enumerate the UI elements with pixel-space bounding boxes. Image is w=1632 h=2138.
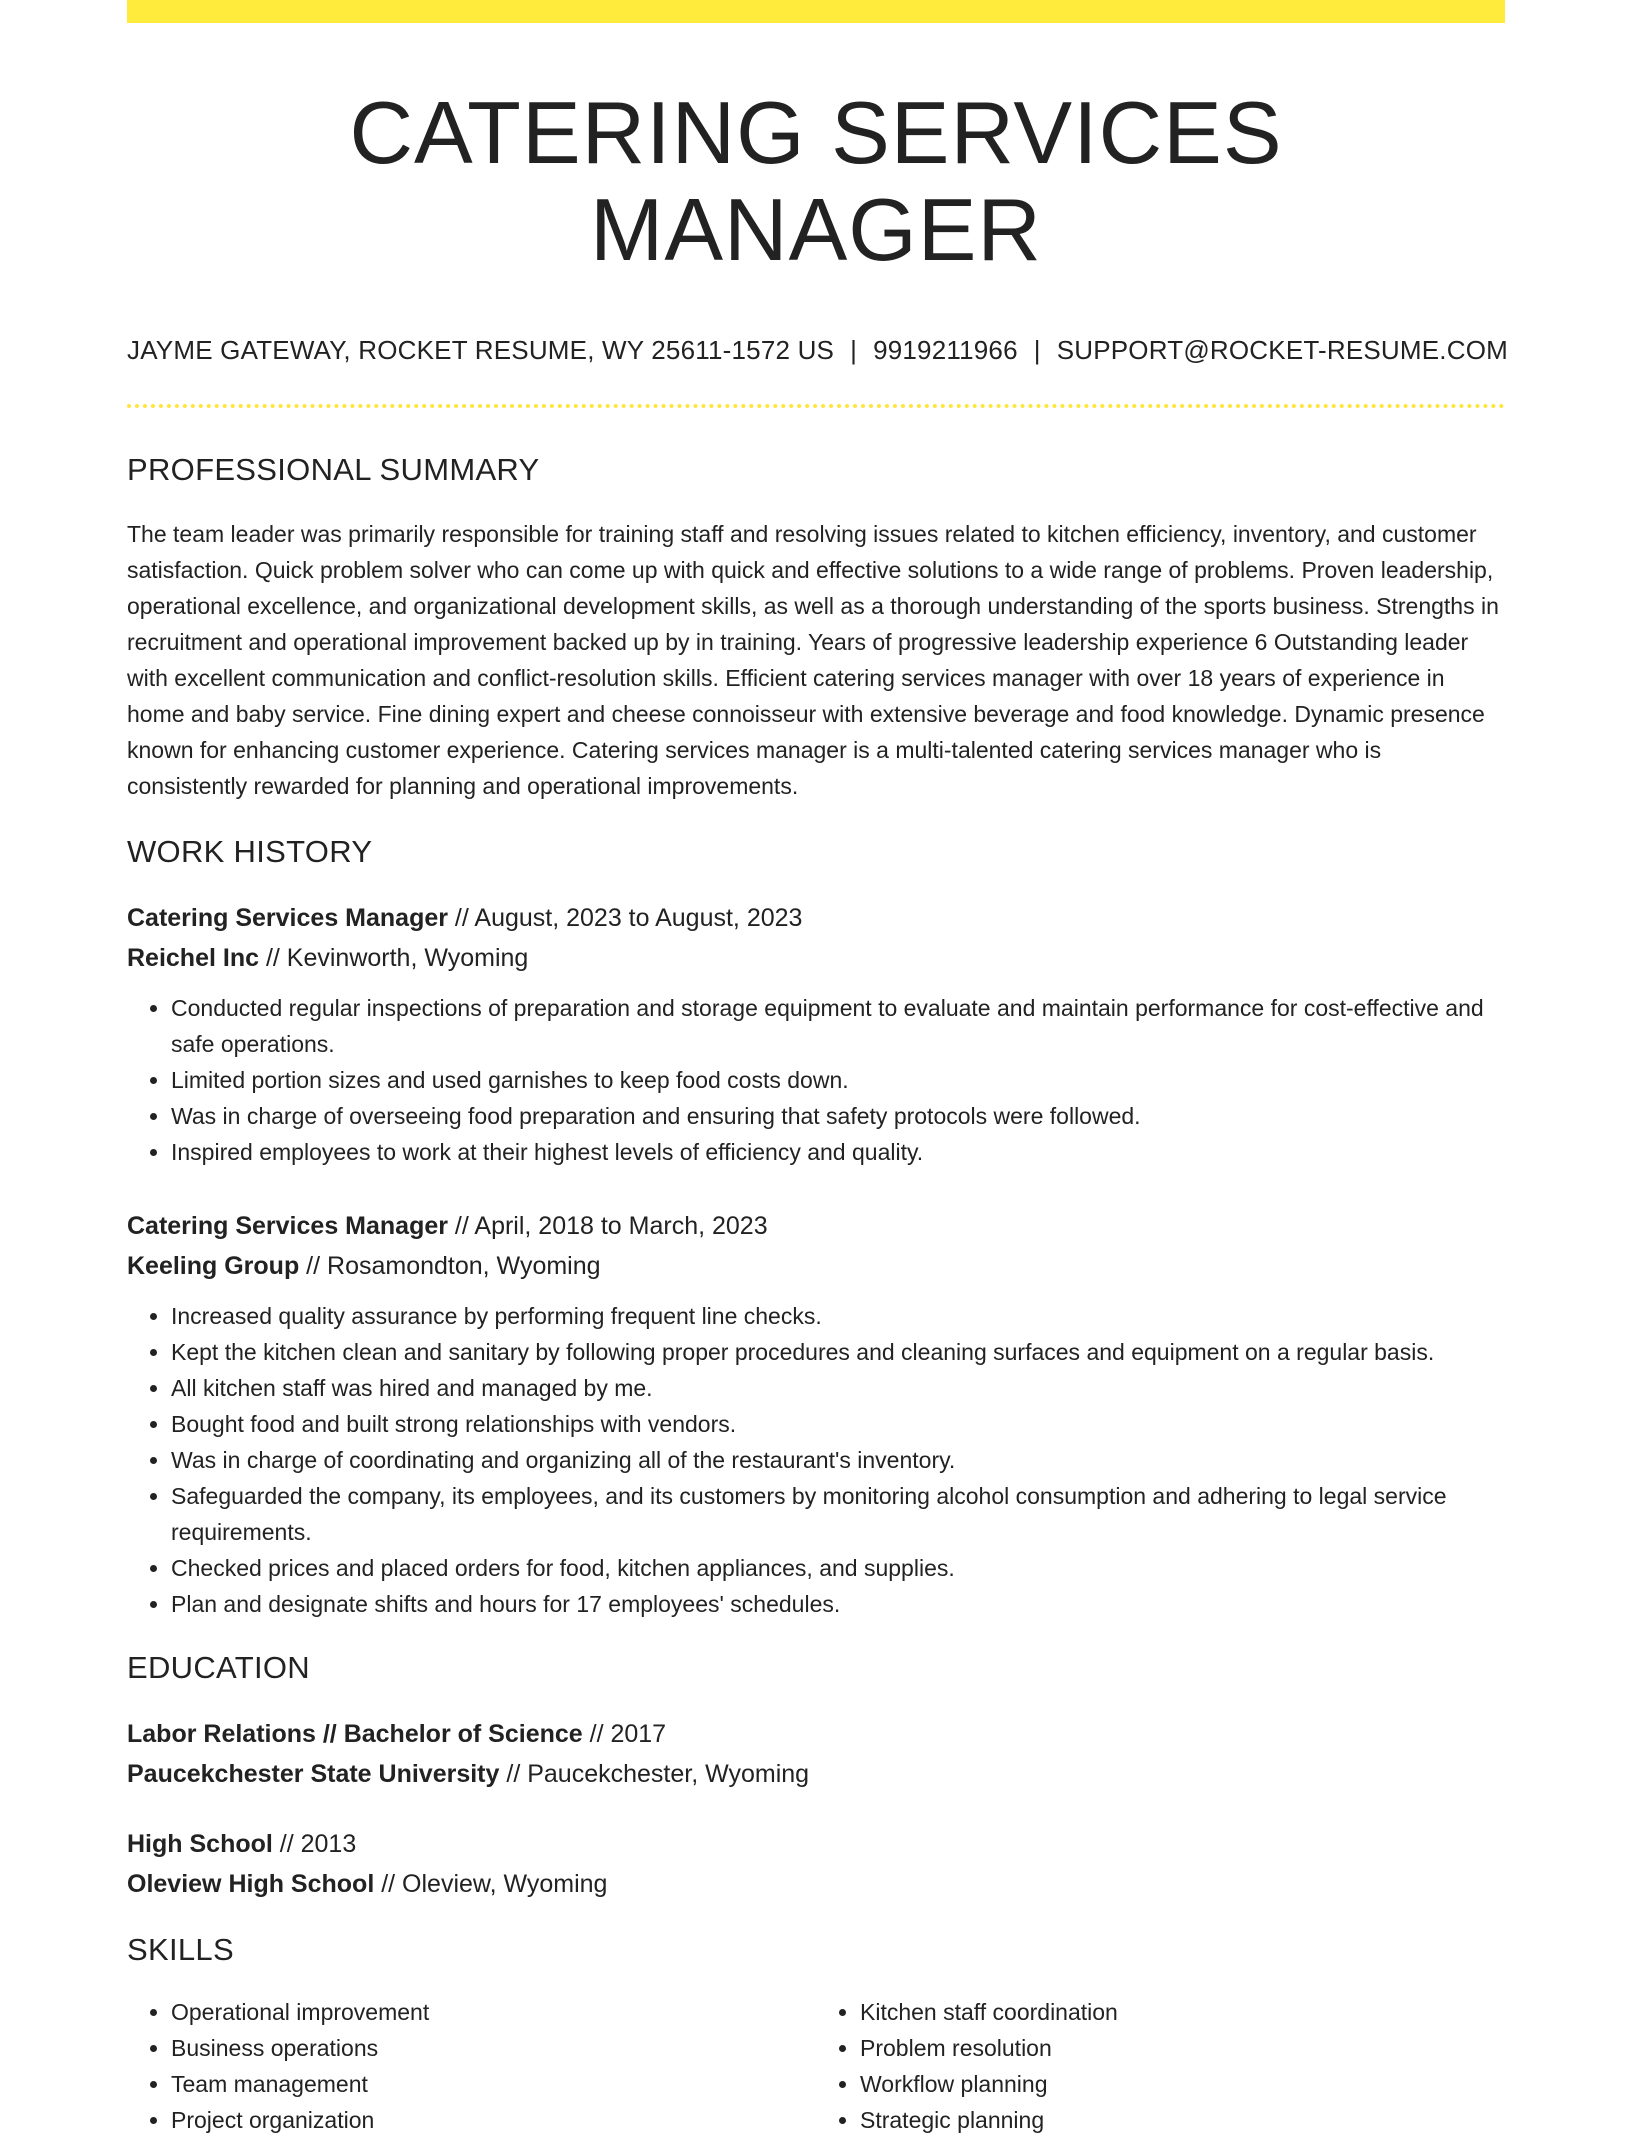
job-bullet: • Conducted regular inspections of preparation and storage equipment to evaluate and maintain performance for cost-effective and safe operations. bbox=[171, 990, 1505, 1062]
resume-title: CATERING SERVICES MANAGER bbox=[349, 83, 1283, 279]
job-company-line bbox=[127, 938, 1505, 978]
skills-grid bbox=[127, 1994, 1505, 2138]
job-bullet: • Bought food and built strong relationships with vendors. bbox=[171, 1406, 1505, 1442]
summary-section bbox=[127, 452, 1505, 804]
education-location: // Paucekchester, Wyoming bbox=[499, 1759, 810, 1788]
education-year: // 2013 bbox=[272, 1829, 357, 1858]
job-bullet: • Kept the kitchen clean and sanitary by following proper procedures and cleaning surfaces and equipment on a regular basis. bbox=[171, 1334, 1505, 1370]
skill-item: • Kitchen staff coordination bbox=[860, 1994, 1505, 2030]
job-company-line bbox=[127, 1246, 1505, 1286]
work-history-section bbox=[127, 834, 1505, 1622]
job-entry bbox=[127, 898, 1505, 1170]
contact-address: JAYME GATEWAY, ROCKET RESUME, WY 25611-1572 US bbox=[127, 334, 835, 365]
education-school-line bbox=[127, 1864, 1505, 1904]
job-bullet: • All kitchen staff was hired and managed by me. bbox=[171, 1370, 1505, 1406]
dotted-divider bbox=[127, 404, 1505, 408]
contact-phone: 9919211966 bbox=[873, 334, 1018, 365]
contact-separator: | bbox=[1033, 334, 1041, 365]
skill-item: • Project organization bbox=[171, 2102, 816, 2138]
education-degree-line bbox=[127, 1714, 1505, 1754]
job-location: // Rosamondton, Wyoming bbox=[299, 1251, 601, 1280]
job-bullet: • Checked prices and placed orders for food, kitchen appliances, and supplies. bbox=[171, 1550, 1505, 1586]
job-bullets bbox=[127, 990, 1505, 1170]
job-location: // Kevinworth, Wyoming bbox=[259, 943, 529, 972]
education-school-line bbox=[127, 1754, 1505, 1794]
job-bullets bbox=[127, 1298, 1505, 1622]
skill-item: • Workflow planning bbox=[860, 2066, 1505, 2102]
job-company: Keeling Group bbox=[127, 1251, 300, 1280]
job-bullet: • Increased quality assurance by performing frequent line checks. bbox=[171, 1298, 1505, 1334]
contact-line bbox=[127, 334, 1508, 366]
resume-page bbox=[127, 0, 1508, 2138]
job-entry bbox=[127, 1206, 1505, 1622]
skill-item: • Team management bbox=[171, 2066, 816, 2102]
skills-column-right bbox=[816, 1994, 1505, 2138]
summary-text: The team leader was primarily responsible for training staff and resolving issues related to kitchen efficiency, inventory, and customer satisfaction. Quick problem solver who can come up with quick and effective solutions to a wide range of problems. Proven leadership, operational excellence, and organizational development skills, as well as a thorough understanding of the sports business. Strengths in recruitment and operational improvement backed up by in training. Years of progressive leadership experience 6 Outstanding leader with excellent communication and conflict-resolution skills. Efficient catering services manager with over 18 years of experience in home and baby service. Fine dining expert and cheese connoisseur with extensive beverage and food knowledge. Dynamic presence known for enhancing customer experience. Catering services manager is a multi-talented catering services manager who is consistently rewarded for planning and operational improvements. bbox=[127, 520, 1499, 799]
skills-heading: SKILLS bbox=[127, 1931, 234, 1967]
summary-heading: PROFESSIONAL SUMMARY bbox=[127, 451, 540, 487]
skill-item: • Problem resolution bbox=[860, 2030, 1505, 2066]
job-bullet: • Was in charge of coordinating and organizing all of the restaurant's inventory. bbox=[171, 1442, 1505, 1478]
contact-email: SUPPORT@ROCKET-RESUME.COM bbox=[1056, 334, 1508, 365]
job-bullet: • Safeguarded the company, its employees, and its customers by monitoring alcohol consumption and adhering to legal service requirements. bbox=[171, 1478, 1505, 1550]
job-title-line bbox=[127, 898, 1505, 938]
work-history-heading: WORK HISTORY bbox=[127, 833, 373, 869]
skill-item: • Strategic planning bbox=[860, 2102, 1505, 2138]
job-title: Catering Services Manager bbox=[127, 1211, 448, 1240]
job-bullet: • Limited portion sizes and used garnishes to keep food costs down. bbox=[171, 1062, 1505, 1098]
contact-separator: | bbox=[850, 334, 858, 365]
skills-section bbox=[127, 1932, 1505, 2138]
job-bullet: • Was in charge of overseeing food preparation and ensuring that safety protocols were followed. bbox=[171, 1098, 1505, 1134]
education-school: Oleview High School bbox=[127, 1869, 375, 1898]
education-degree: Labor Relations // Bachelor of Science bbox=[127, 1719, 583, 1748]
job-dates: // August, 2023 to August, 2023 bbox=[447, 903, 803, 932]
education-location: // Oleview, Wyoming bbox=[374, 1869, 608, 1898]
job-title: Catering Services Manager bbox=[127, 903, 448, 932]
education-entry bbox=[127, 1824, 1505, 1904]
skill-item: • Business operations bbox=[171, 2030, 816, 2066]
education-year: // 2017 bbox=[582, 1719, 667, 1748]
education-section bbox=[127, 1650, 1505, 1904]
education-degree: High School bbox=[127, 1829, 273, 1858]
education-entry bbox=[127, 1714, 1505, 1794]
job-bullet: • Inspired employees to work at their highest levels of efficiency and quality. bbox=[171, 1134, 1505, 1170]
skills-column-left bbox=[127, 1994, 816, 2138]
education-heading: EDUCATION bbox=[127, 1649, 310, 1685]
job-dates: // April, 2018 to March, 2023 bbox=[447, 1211, 768, 1240]
job-title-line bbox=[127, 1206, 1505, 1246]
job-bullet: • Plan and designate shifts and hours for 17 employees' schedules. bbox=[171, 1586, 1505, 1622]
accent-bar bbox=[127, 0, 1505, 23]
education-school: Paucekchester State University bbox=[127, 1759, 500, 1788]
education-degree-line bbox=[127, 1824, 1505, 1864]
job-company: Reichel Inc bbox=[127, 943, 259, 972]
skill-item: • Operational improvement bbox=[171, 1994, 816, 2030]
